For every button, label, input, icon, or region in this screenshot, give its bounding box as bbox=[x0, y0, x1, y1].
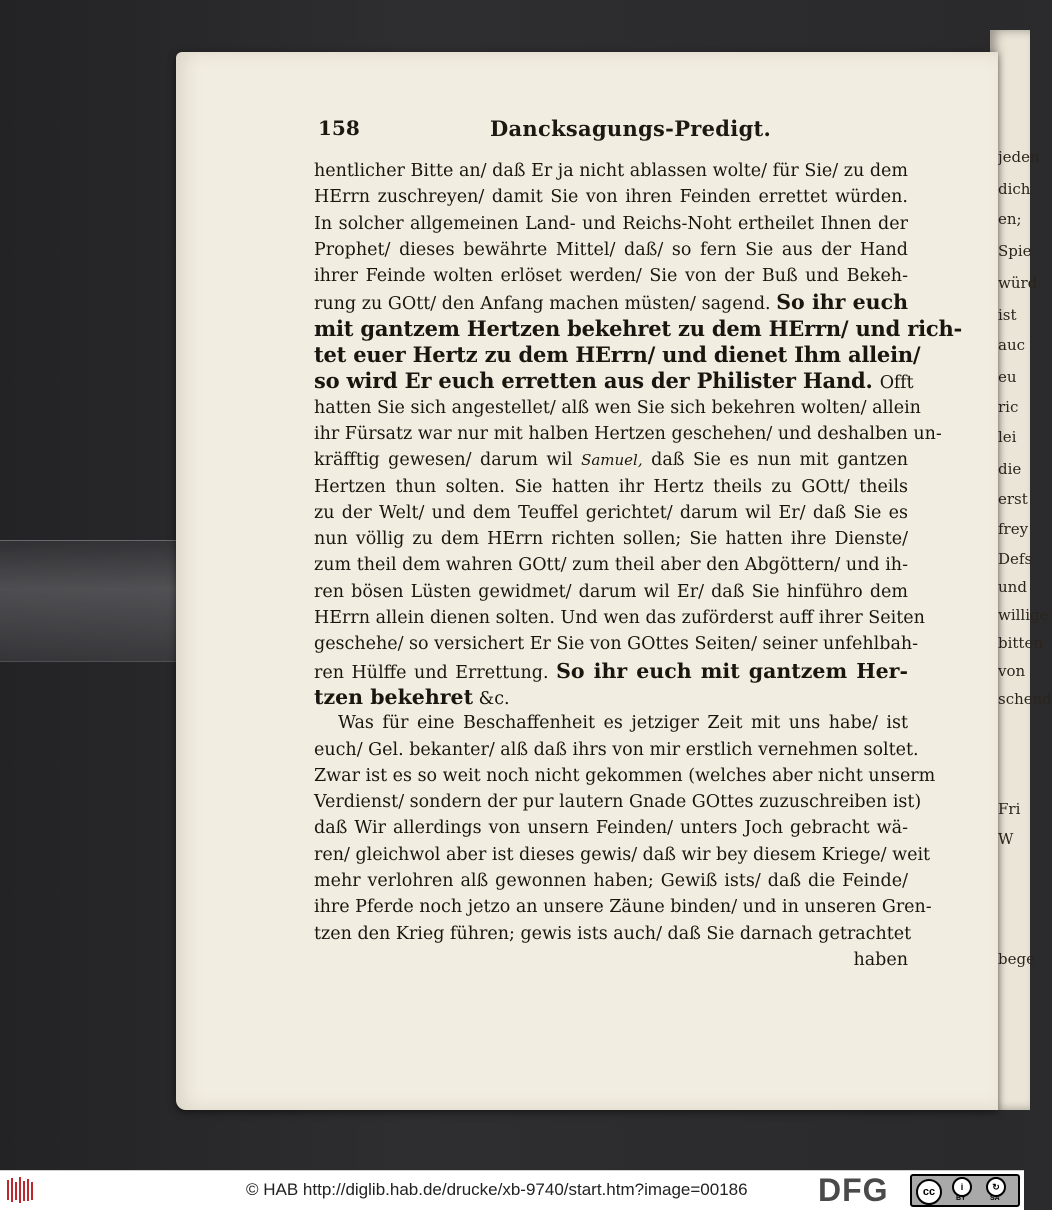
text-line: Prophet/ dieses bewährte Mittel/ daß/ so fern Sie aus der Hand bbox=[314, 239, 908, 260]
text-line: ihre Pferde noch jetzo an unsere Zäune binden/ und in unseren Gren- bbox=[314, 897, 932, 918]
text-line: tzen den Krieg führen; gewis ists auch/ daß Sie darnach getrachtet bbox=[314, 923, 912, 944]
emphasis-text: So ihr euch mit gantzem Her- bbox=[556, 658, 908, 683]
page-header bbox=[318, 116, 918, 146]
text-line: geschehe/ so versichert Er Sie von GOttes Seiten/ seiner unfehlbah- bbox=[314, 634, 919, 655]
catchword: haben bbox=[853, 949, 908, 970]
facing-fragment: und bbox=[998, 578, 1027, 596]
emphasis-line: tet euer Hertz zu dem HErrn/ und dienet Ihm allein/ bbox=[314, 342, 921, 368]
name-samuel: Samuel, bbox=[581, 451, 643, 470]
emphasis-text: tzen bekehret bbox=[314, 684, 474, 709]
facing-fragment: Fri bbox=[998, 800, 1021, 818]
text-line: HErrn allein dienen solten. Und wen das zuförderst auff ihrer Seiten bbox=[314, 608, 925, 629]
facing-fragment: ric bbox=[998, 398, 1019, 416]
facing-fragment: willige bbox=[998, 606, 1049, 624]
emphasis-line: mit gantzem Hertzen bekehret zu dem HErrn/ und rich- bbox=[314, 315, 963, 341]
text-segment: kräfftig gewesen/ darum wil bbox=[314, 450, 573, 471]
facing-fragment: von bbox=[998, 662, 1026, 680]
body-text bbox=[314, 158, 963, 973]
running-title: Dancksagungs-Predigt. bbox=[490, 116, 772, 141]
text-line: zu der Welt/ und dem Teuffel gerichtet/ darum wil Er/ daß Sie es bbox=[314, 502, 908, 523]
text-line: nun völlig zu dem HErrn richten sollen; Sie hatten ihre Dienste/ bbox=[314, 529, 908, 550]
text-line: Zwar ist es so weit noch nicht gekommen (welches aber nicht unserm bbox=[314, 765, 936, 786]
facing-fragment: W bbox=[998, 830, 1014, 848]
sa-label: SA bbox=[990, 1195, 1000, 1202]
facing-fragment: schend bbox=[998, 690, 1052, 708]
text-line: ihr Fürsatz war nur mit halben Hertzen geschehen/ und deshalben un- bbox=[314, 423, 942, 444]
facing-fragment: lei bbox=[998, 428, 1017, 446]
text-line: HErrn zuschreyen/ damit Sie von ihren Feinden errettet würden. bbox=[314, 187, 908, 208]
dfg-logo[interactable]: DFG bbox=[818, 1172, 889, 1208]
text-line: hentlicher Bitte an/ daß Er ja nicht ablassen wolte/ für Sie/ zu dem bbox=[314, 161, 908, 181]
text-line: euch/ Gel. bekanter/ alß daß ihrs von mir erstlich vernehmen soltet. bbox=[314, 739, 919, 760]
facing-fragment: jeden bbox=[998, 148, 1040, 166]
hab-barcode-logo[interactable] bbox=[6, 1176, 36, 1204]
facing-fragment: Spie bbox=[998, 242, 1032, 260]
copyright-url-link[interactable]: © HAB http://diglib.hab.de/drucke/xb-9740/start.htm?image=00186 bbox=[246, 1180, 748, 1199]
facing-fragment: frey bbox=[998, 520, 1029, 538]
text-line-mixed bbox=[314, 658, 908, 684]
facing-fragment: die bbox=[998, 460, 1022, 478]
text-line-mixed bbox=[314, 684, 908, 710]
text-line: hatten Sie sich angestellet/ alß wen Sie sich bekehren wolten/ allein bbox=[314, 397, 921, 418]
text-line-mixed bbox=[314, 447, 908, 473]
text-line: mehr verlohren alß gewonnen haben; Gewiß ists/ daß die Feinde/ bbox=[314, 871, 908, 892]
cc-license-badge[interactable] bbox=[910, 1174, 1020, 1207]
text-line: ren bösen Lüsten gewidmet/ darum wil Er/ daß Sie hinführo dem bbox=[314, 581, 908, 602]
facing-fragment: en; bbox=[998, 210, 1022, 228]
by-person-icon: i bbox=[952, 1177, 972, 1197]
text-line: zum theil dem wahren GOtt/ zum theil aber den Abgöttern/ und ih- bbox=[314, 555, 908, 576]
text-line-mixed bbox=[314, 289, 908, 315]
viewer-footer bbox=[0, 1170, 1024, 1210]
text-line-mixed bbox=[314, 368, 914, 394]
facing-fragment: auc bbox=[998, 336, 1026, 354]
text-line: ihrer Feinde wolten erlöset werden/ Sie von der Buß und Bekeh- bbox=[314, 266, 908, 287]
text-line: daß Wir allerdings von unsern Feinden/ unters Joch gebracht wä- bbox=[314, 818, 908, 839]
by-label: BY bbox=[956, 1195, 966, 1202]
text-line: Hertzen thun solten. Sie hatten ihr Hertz theils zu GOtt/ theils bbox=[314, 476, 908, 497]
emphasis-text: So ihr euch bbox=[776, 290, 908, 315]
text-segment: daß Sie es nun mit gantzen bbox=[651, 450, 908, 471]
facing-fragment: erst bbox=[998, 490, 1028, 508]
emphasis-text: so wird Er euch erretten aus der Philister Hand. bbox=[314, 368, 873, 394]
facing-fragment: eu bbox=[998, 368, 1017, 386]
facing-fragment: bitten bbox=[998, 634, 1043, 652]
text-segment: ren Hülffe und Errettung. bbox=[314, 662, 549, 683]
facing-fragment: Defs bbox=[998, 550, 1033, 568]
page-number: 158 bbox=[318, 116, 360, 140]
text-line: Verdienst/ sondern der pur lautern Gnade GOttes zuzuschreiben ist) bbox=[314, 792, 922, 813]
facing-fragment: ist bbox=[998, 306, 1017, 324]
text-line: ren/ gleichwol aber ist dieses gewis/ daß wir bey diesem Kriege/ weit bbox=[314, 844, 931, 865]
text-segment: &c. bbox=[478, 688, 510, 709]
facing-fragment: bege bbox=[998, 950, 1035, 968]
text-segment: rung zu GOtt/ den Anfang machen müsten/ sagend. bbox=[314, 294, 771, 315]
facing-fragment: dich bbox=[998, 180, 1031, 198]
sa-icon: ↻ bbox=[986, 1177, 1006, 1197]
text-line: In solcher allgemeinen Land- und Reichs-Noht ertheilet Ihnen der bbox=[314, 213, 908, 234]
facing-fragment: würd bbox=[998, 274, 1038, 292]
paragraph-start: Was für eine Beschaffenheit es jetziger Zeit mit uns habe/ ist bbox=[338, 713, 908, 734]
text-segment: Offt bbox=[879, 373, 914, 394]
cc-icon: cc bbox=[916, 1179, 942, 1205]
